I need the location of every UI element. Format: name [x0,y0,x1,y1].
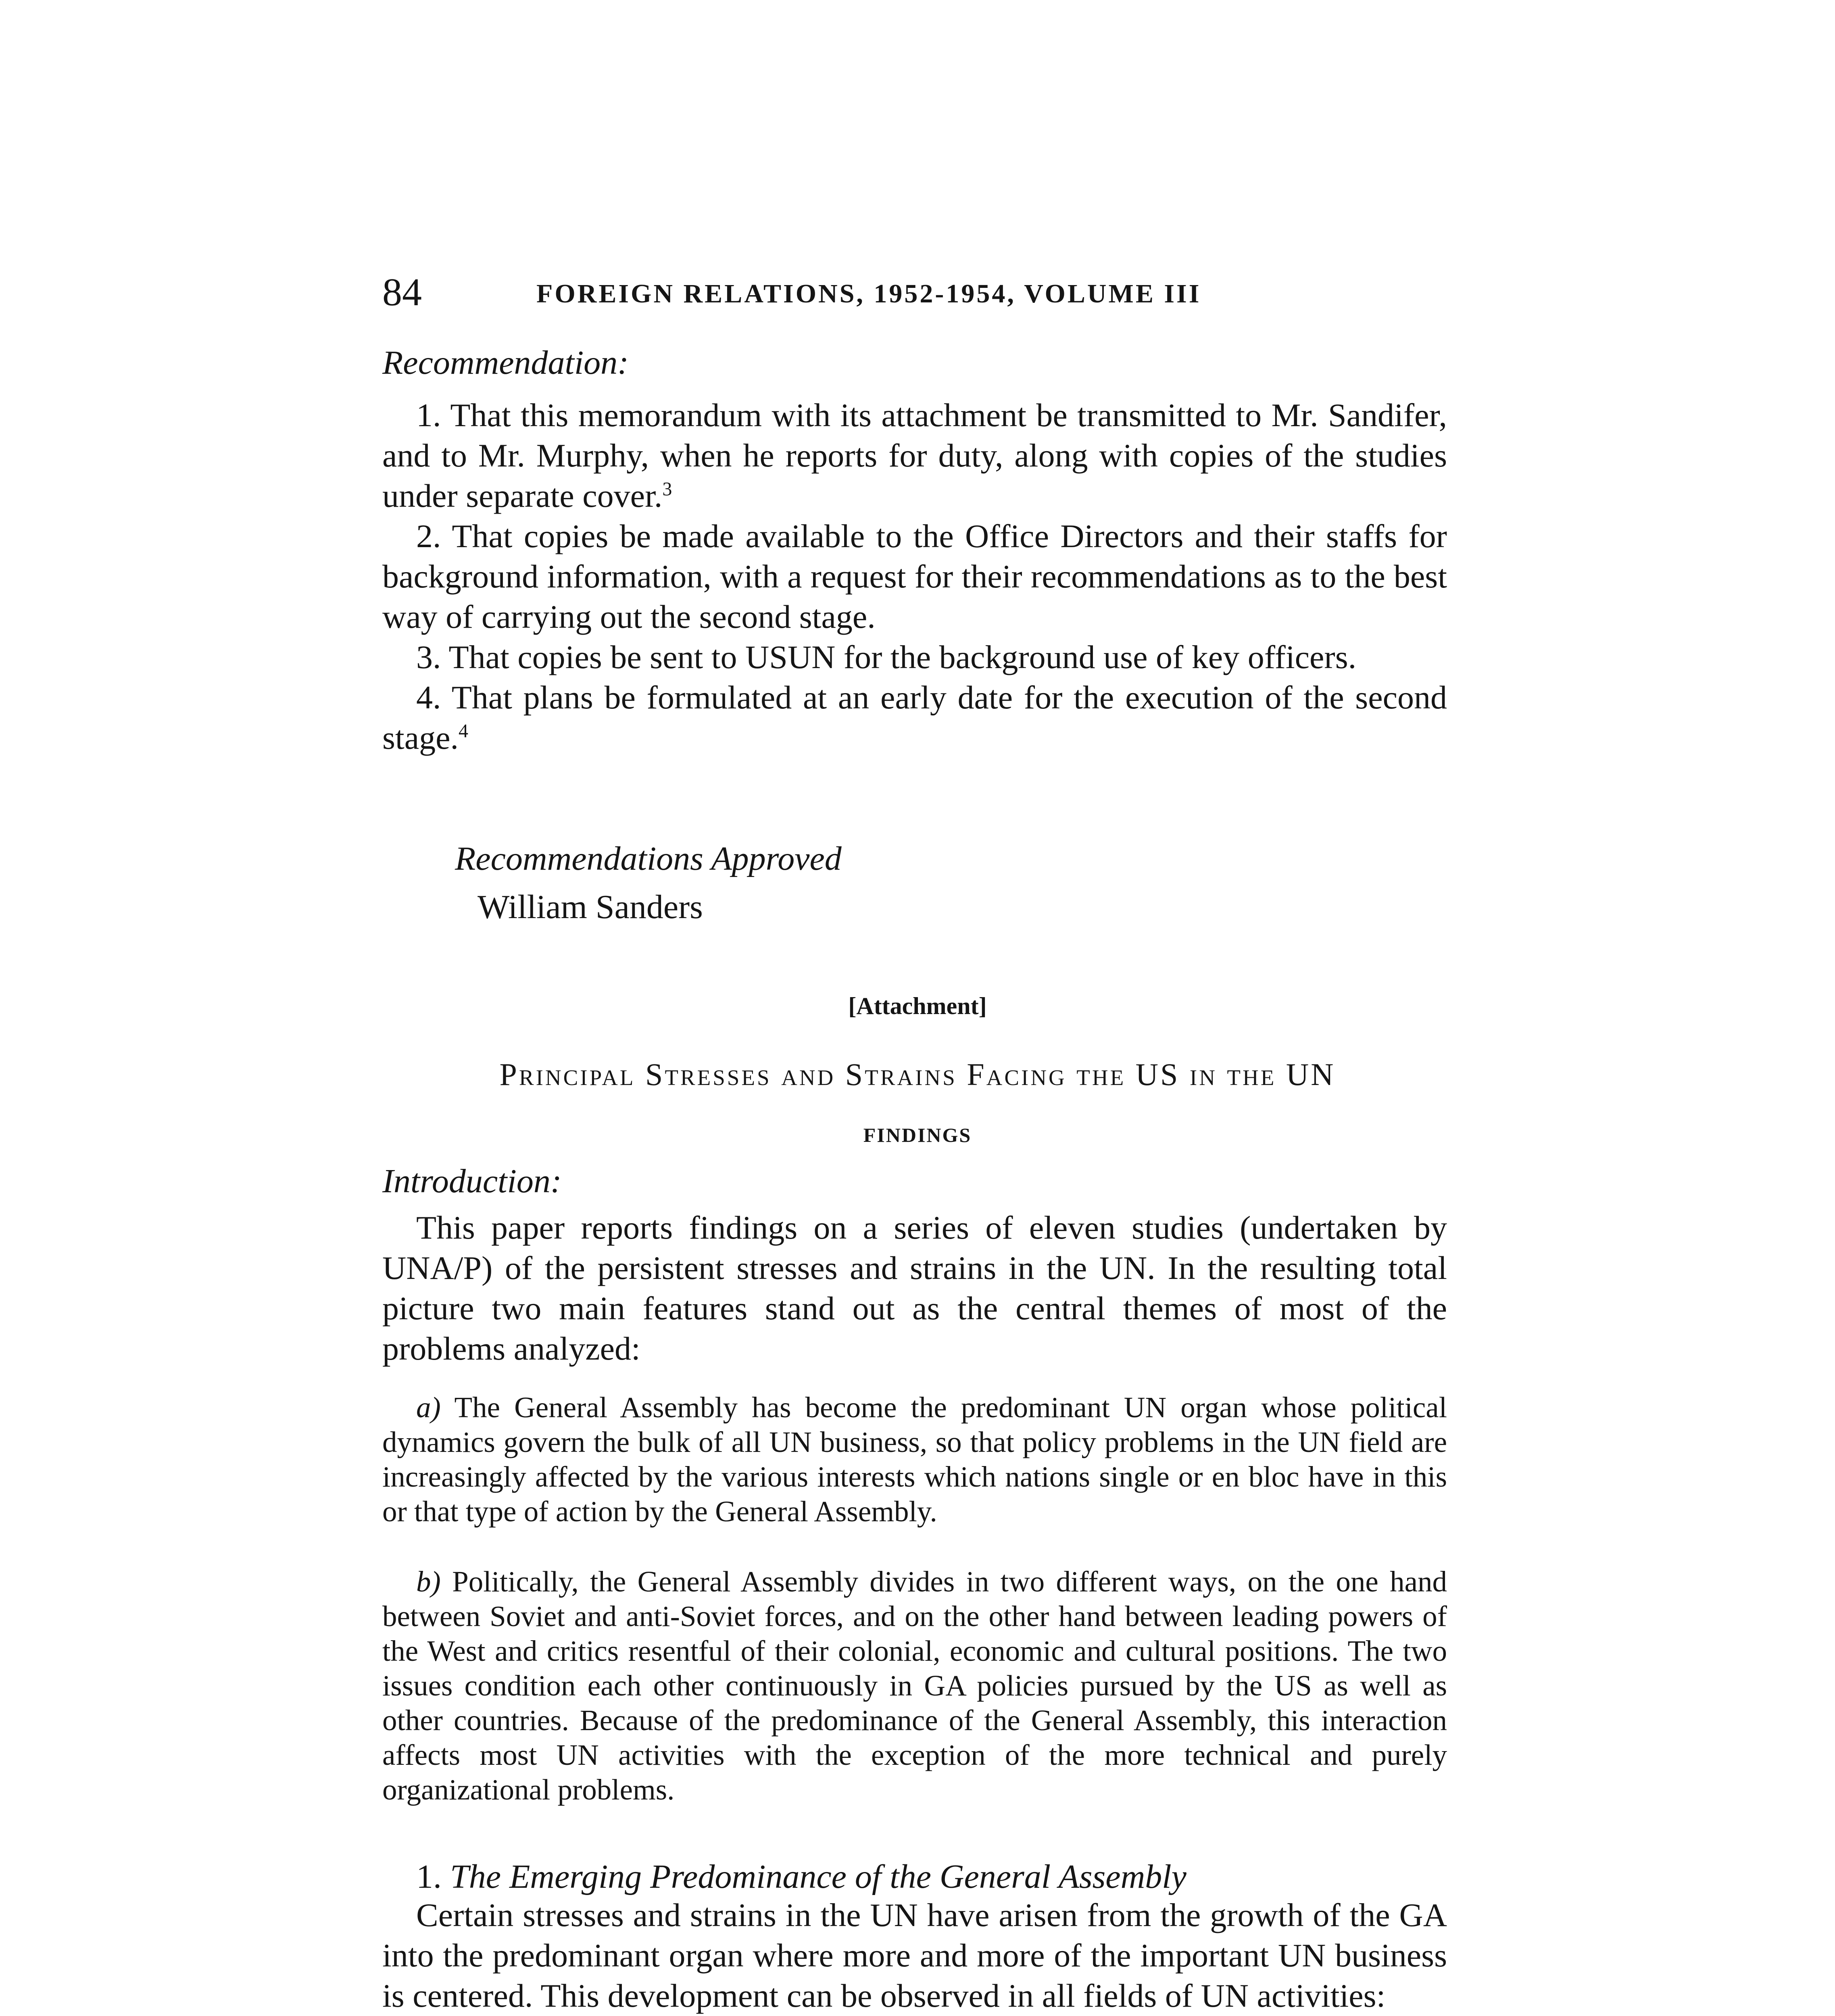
footnote-reference: 3 [662,478,672,500]
recommendation-item: 2. That copies be made available to the Office Directors and their staffs for background information, with a request for their recommendations as to the best way of carrying out the second stage. [382,518,1447,635]
point-a: a) The General Assembly has become the predominant UN organ whose political dynamics govern the bulk of all UN business, so that policy problems in the UN field are increasingly affected by the various interests which nations single or en bloc have in this or that type of action by the General Assembly. [382,1391,1447,1528]
approval-block [455,835,842,931]
approver-name: William Sanders [478,888,703,926]
point-a-label: a) [416,1391,441,1424]
running-head [382,266,1314,319]
section-title: The Emerging Predominance of the General Assembly [450,1858,1186,1895]
findings-label: FINDINGS [863,1124,972,1146]
section-paragraph: Certain stresses and strains in the UN have arisen from the growth of the GA into the predominant organ where more and more of the important UN business is centered. This development can be observed in all fields of UN activities: [382,1897,1447,2014]
introduction-label: Introduction: [382,1162,562,1200]
running-title: FOREIGN RELATIONS, 1952-1954, VOLUME III [536,279,1201,308]
point-b-label: b) [416,1565,441,1598]
attachment-label: [Attachment] [848,993,987,1019]
recommendation-list [382,395,1447,758]
point-b: b) Politically, the General Assembly divides in two different ways, on the one hand between Soviet and anti-Soviet forces, and on the other hand between leading powers of the West and critics resentful of their colonial, economic and cultural positions. The two issues condition each other continuously in GA policies pursued by the US as well as other countries. Because of the predominance of the General Assembly, this interaction affects most UN activities with the exception of the more technical and purely organizational problems. [382,1565,1447,1806]
attachment-title: Principal Stresses and Strains Facing the US in the UN [499,1057,1336,1092]
approval-label: Recommendations Approved [455,840,842,877]
page-number: 84 [382,271,422,314]
recommendation-item: 4. That plans be formulated at an early date for the execution of the second stage.$^4$ [382,679,1447,756]
recommendation-label: Recommendation: [382,344,629,381]
footnote-reference: 4 [458,720,468,742]
section-heading: 1. The Emerging Predominance of the General Assembly [416,1858,1186,1895]
introduction-paragraph: This paper reports findings on a series of eleven studies (undertaken by UNA/P) of the persistent stresses and strains in the UN. In the resulting total picture two main features stand out as the central themes of most of the problems analyzed: [382,1209,1447,1367]
recommendation-item: 1. That this memorandum with its attachment be transmitted to Mr. Sandifer, and to Mr. Murphy, when he reports for duty, along with copies of the studies under separate cover.$^3$ [382,397,1447,514]
recommendation-item: 3. That copies be sent to USUN for the background use of key officers. [416,639,1357,675]
